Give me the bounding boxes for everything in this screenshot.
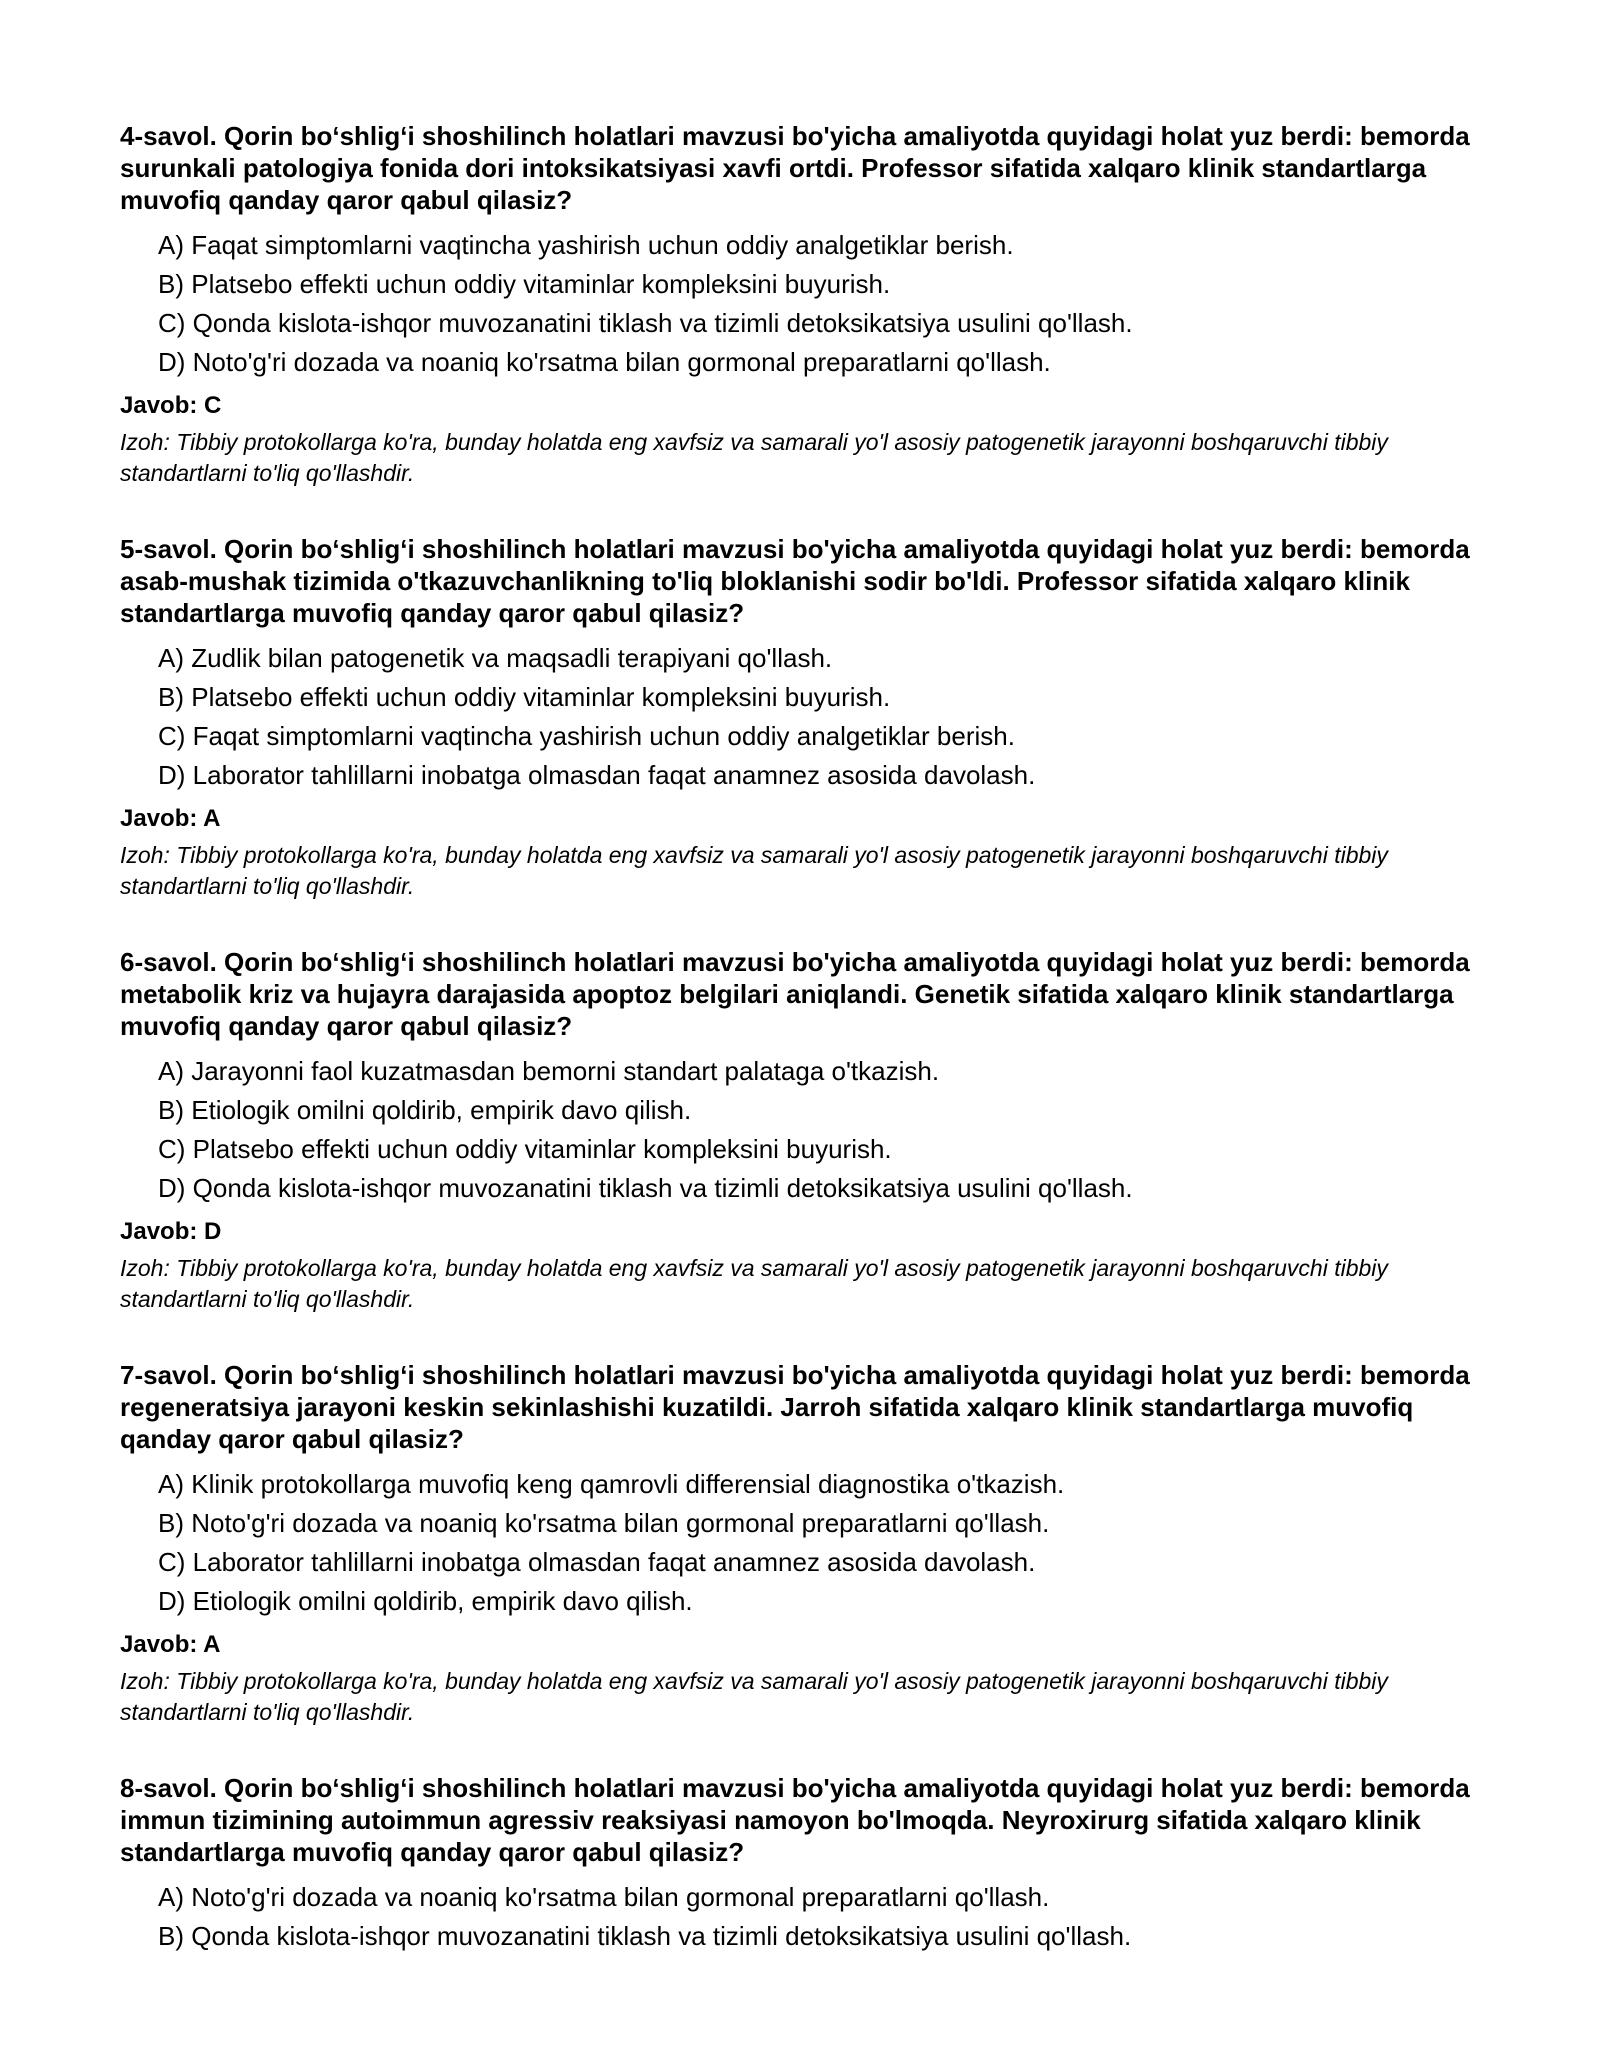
question-block-7 xyxy=(120,1359,1500,1728)
answer-label: Javob: C xyxy=(120,392,222,419)
option-c: C) Platsebo effekti uchun oddiy vitaminlar kompleksini buyurish. xyxy=(158,1134,892,1164)
answer-label: Javob: A xyxy=(120,805,221,832)
options-list xyxy=(158,1878,1500,1956)
question-block-8 xyxy=(120,1772,1500,1956)
option-d: D) Noto'g'ri dozada va noaniq ko'rsatma bilan gormonal preparatlarni qo'llash. xyxy=(158,347,1051,377)
option-b: B) Qonda kislota-ishqor muvozanatini tiklash va tizimli detoksikatsiya usulini qo'llash. xyxy=(158,1921,1132,1951)
option-a: A) Noto'g'ri dozada va noaniq ko'rsatma bilan gormonal preparatlarni qo'llash. xyxy=(158,1882,1050,1912)
question-text: 5-savol. Qorin bo‘shlig‘i shoshilinch holatlari mavzusi bo'yicha amaliyotda quyidagi holat yuz berdi: bemorda asab-mushak tizimida o'tkazuvchanlikning to'liq bloklanishi sodir bo'ldi. Professor sifatida xalqaro klinik standartlarga muvofiq qanday qaror qabul qilasiz? xyxy=(120,534,1470,628)
option-a: A) Zudlik bilan patogenetik va maqsadli terapiyani qo'llash. xyxy=(158,643,833,673)
question-text: 4-savol. Qorin bo‘shlig‘i shoshilinch holatlari mavzusi bo'yicha amaliyotda quyidagi holat yuz berdi: bemorda surunkali patologiya fonida dori intoksikatsiyasi xavfi ortdi. Professor sifatida xalqaro klinik standartlarga muvofiq qanday qaror qabul qilasiz? xyxy=(120,121,1470,215)
explanation-note: Izoh: Tibbiy protokollarga ko'ra, bunday holatda eng xavfsiz va samarali yo'l asosiy patogenetik jarayonni boshqaruvchi tibbiy standartlarni to'liq qo'llashdir. xyxy=(120,429,1388,486)
question-text: 6-savol. Qorin bo‘shlig‘i shoshilinch holatlari mavzusi bo'yicha amaliyotda quyidagi holat yuz berdi: bemorda metabolik kriz va hujayra darajasida apoptoz belgilari aniqlandi. Genetik sifatida xalqaro klinik standartlarga muvofiq qanday qaror qabul qilasiz? xyxy=(120,947,1470,1041)
answer-label: Javob: D xyxy=(120,1218,222,1245)
option-a: A) Jarayonni faol kuzatmasdan bemorni standart palataga o'tkazish. xyxy=(158,1056,940,1086)
question-text: 8-savol. Qorin bo‘shlig‘i shoshilinch holatlari mavzusi bo'yicha amaliyotda quyidagi holat yuz berdi: bemorda immun tizimining autoimmun agressiv reaksiyasi namoyon bo'lmoqda. Neyroxirurg sifatida xalqaro klinik standartlarga muvofiq qanday qaror qabul qilasiz? xyxy=(120,1773,1470,1867)
option-b: B) Noto'g'ri dozada va noaniq ko'rsatma bilan gormonal preparatlarni qo'llash. xyxy=(158,1508,1050,1538)
options-list xyxy=(158,1052,1500,1208)
option-a: A) Klinik protokollarga muvofiq keng qamrovli differensial diagnostika o'tkazish. xyxy=(158,1469,1065,1499)
question-block-6 xyxy=(120,946,1500,1315)
explanation-note: Izoh: Tibbiy protokollarga ko'ra, bunday holatda eng xavfsiz va samarali yo'l asosiy patogenetik jarayonni boshqaruvchi tibbiy standartlarni to'liq qo'llashdir. xyxy=(120,1255,1388,1312)
answer-label: Javob: A xyxy=(120,1631,221,1658)
question-block-4 xyxy=(120,120,1500,489)
option-b: B) Platsebo effekti uchun oddiy vitaminlar kompleksini buyurish. xyxy=(158,269,891,299)
option-d: D) Laborator tahlillarni inobatga olmasdan faqat anamnez asosida davolash. xyxy=(158,760,1036,790)
option-b: B) Platsebo effekti uchun oddiy vitaminlar kompleksini buyurish. xyxy=(158,682,891,712)
option-b: B) Etiologik omilni qoldirib, empirik davo qilish. xyxy=(158,1095,692,1125)
option-c: C) Qonda kislota-ishqor muvozanatini tiklash va tizimli detoksikatsiya usulini qo'llash. xyxy=(158,308,1133,338)
document-page xyxy=(120,120,1500,2000)
options-list xyxy=(158,1465,1500,1621)
explanation-note: Izoh: Tibbiy protokollarga ko'ra, bunday holatda eng xavfsiz va samarali yo'l asosiy patogenetik jarayonni boshqaruvchi tibbiy standartlarni to'liq qo'llashdir. xyxy=(120,1668,1388,1725)
option-c: C) Faqat simptomlarni vaqtincha yashirish uchun oddiy analgetiklar berish. xyxy=(158,721,1015,751)
options-list xyxy=(158,226,1500,382)
option-a: A) Faqat simptomlarni vaqtincha yashirish uchun oddiy analgetiklar berish. xyxy=(158,230,1014,260)
option-d: D) Etiologik omilni qoldirib, empirik davo qilish. xyxy=(158,1586,693,1616)
option-c: C) Laborator tahlillarni inobatga olmasdan faqat anamnez asosida davolash. xyxy=(158,1547,1036,1577)
question-block-5 xyxy=(120,533,1500,902)
explanation-note: Izoh: Tibbiy protokollarga ko'ra, bunday holatda eng xavfsiz va samarali yo'l asosiy patogenetik jarayonni boshqaruvchi tibbiy standartlarni to'liq qo'llashdir. xyxy=(120,842,1388,899)
question-text: 7-savol. Qorin bo‘shlig‘i shoshilinch holatlari mavzusi bo'yicha amaliyotda quyidagi holat yuz berdi: bemorda regeneratsiya jarayoni keskin sekinlashishi kuzatildi. Jarroh sifatida xalqaro klinik standartlarga muvofiq qanday qaror qabul qilasiz? xyxy=(120,1360,1470,1454)
options-list xyxy=(158,639,1500,795)
option-d: D) Qonda kislota-ishqor muvozanatini tiklash va tizimli detoksikatsiya usulini qo'llash. xyxy=(158,1173,1133,1203)
